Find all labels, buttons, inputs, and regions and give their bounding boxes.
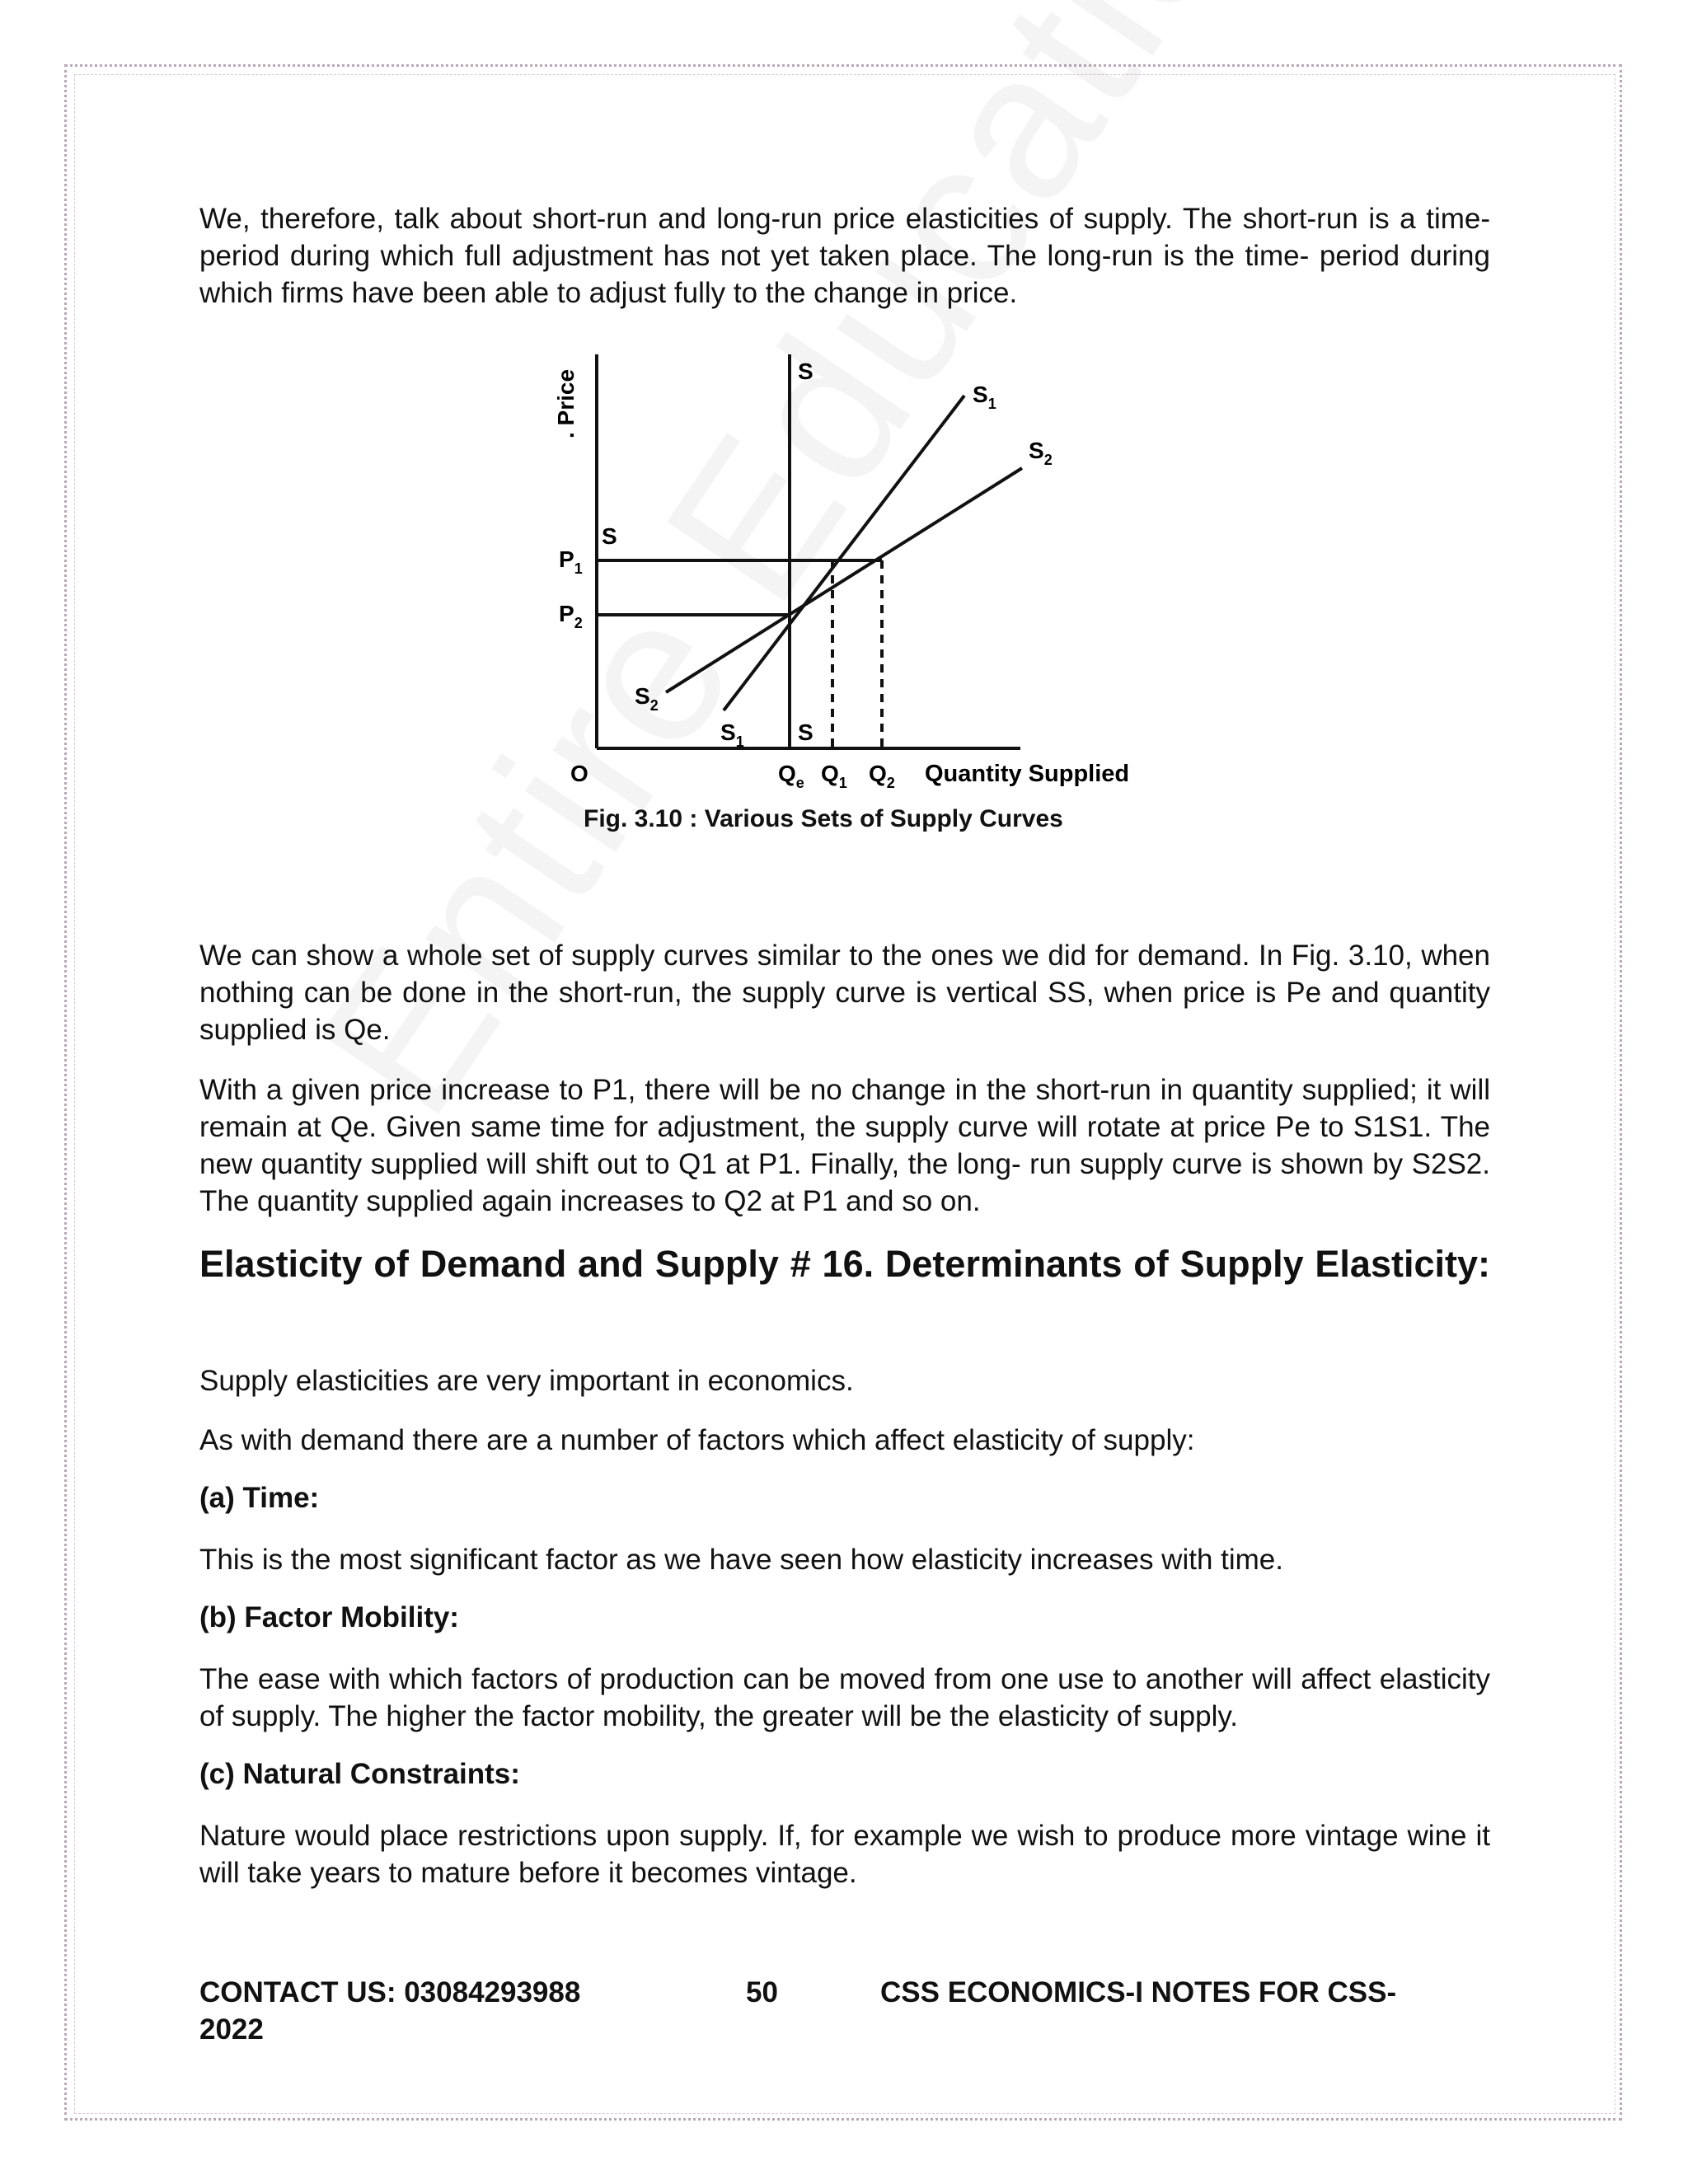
p2-label: $P_2$ [559,601,583,631]
ss-top-label: S [798,359,814,384]
paragraph-natural-constraints: Nature would place restrictions upon supply. If, for example we wish to produce more vintage wine it will take years to mature before it becomes vintage. [199,1820,1490,1889]
footer-title: CSS ECONOMICS-I NOTES FOR CSS- [880,1976,1397,2008]
figure-caption [584,805,1063,833]
paragraph-factors-intro: As with demand there are a number of factors which affect elasticity of supply: [199,1424,1195,1456]
paragraph-supply-set: We can show a whole set of supply curves similar to the ones we did for demand. In Fig. 3.10, when nothing can be done in the short-run, the supply curve is vertical SS, when price is Pe and quantity supplied is Qe. [199,940,1490,1046]
q2-label: $Q_2$ [869,761,895,791]
figure-caption-number: Fig. 3.10 : [584,805,698,832]
footer-contact: CONTACT US: 03084293988 2022 [199,1976,581,2046]
paragraph-price-increase: With a given price increase to P1, there will be no change in the short-run in quantity supplied; it will remain at Qe. Given same time for adjustment, the supply curve will rotate at price Pe to S1S1. The new quantity supplied will shift out to Q1 at P1. Finally, the long- run supply curve is shown by S2S2. The quantity supplied again increases to Q2 at P1 and so on. [199,1074,1490,1217]
section-heading: Elasticity of Demand and Supply # 16. Determinants of Supply Elasticity: [199,1243,1490,1285]
y-axis-label: . Price [553,368,579,439]
s2-top-label: $S_2$ [1029,438,1053,468]
footer-year: 2022 [199,2013,264,2046]
ss-bottom-label: S [798,719,814,745]
paragraph-factor-mobility: The ease with which factors of production can be moved from one use to another will affect elasticity of supply. The higher the factor mobility, the greater will be the elasticity of supply. [199,1663,1490,1732]
origin-label: O [570,761,588,786]
footer-page-number: 50 [746,1976,778,2008]
qe-label: $Q_e$ [778,761,804,791]
s-label-left: S [602,523,617,549]
q1-label: $Q_1$ [821,761,847,791]
paragraph-importance: Supply elasticities are very important in economics. [199,1365,854,1397]
s1s1-curve [724,396,964,710]
subheading-factor-mobility: (b) Factor Mobility: [199,1601,459,1633]
subheading-time: (a) Time: [199,1482,320,1514]
subheading-natural-constraints: (c) Natural Constraints: [199,1758,520,1790]
intro-paragraph: We, therefore, talk about short-run and long-run price elasticities of supply. The short-run is a time-period during which full adjustment has not yet taken place. The long-run is the time- period during which firms have been able to adjust fully to the change in price. [199,203,1490,309]
s2s2-curve [666,468,1022,692]
supply-curves-diagram [544,346,1137,841]
x-axis-label: Quantity Supplied [925,761,1130,787]
s2-bottom-label: $S_2$ [635,683,659,714]
s1-top-label: $S_1$ [973,382,996,412]
p1-label: $P_1$ [559,546,583,577]
s1-bottom-label: $S_1$ [720,719,744,750]
supply-curves-figure [544,346,1137,841]
figure-caption-text: Various Sets of Supply Curves [704,805,1063,832]
paragraph-time: This is the most significant factor as we have seen how elasticity increases with time. [199,1544,1283,1576]
